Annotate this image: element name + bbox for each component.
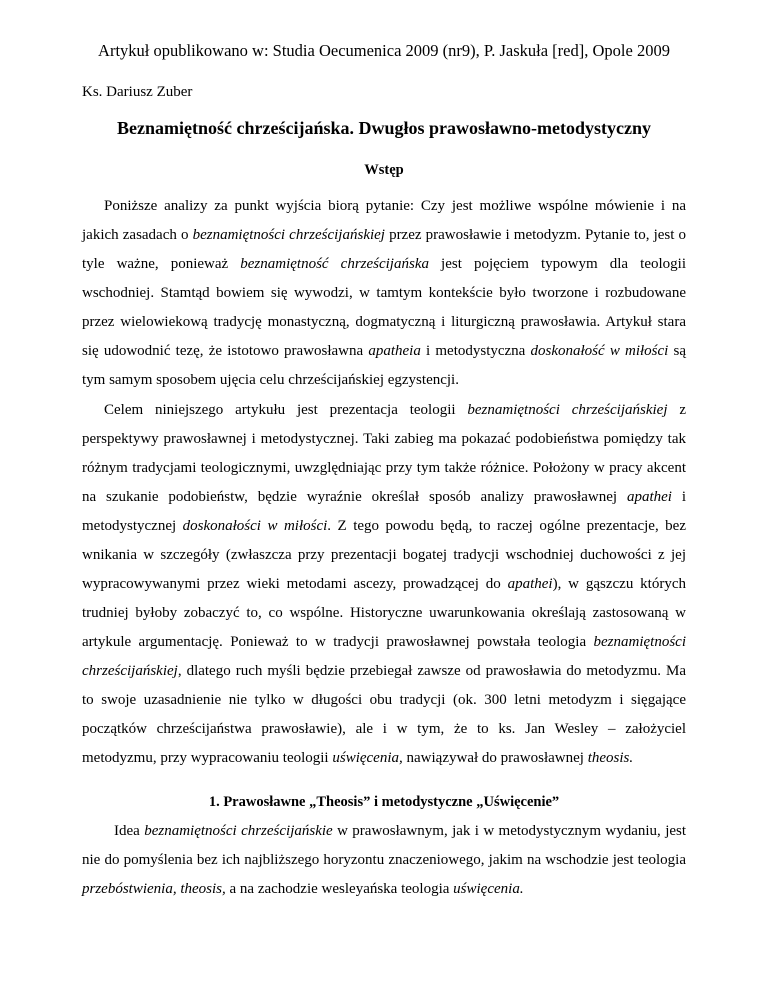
text-run: przez prawosławie i metodyzm. Pytanie to, jest o tyle ważne, ponieważ bbox=[82, 227, 686, 272]
text-run: jest pojęciem typowym dla teologii wschodniej. Stamtąd bowiem się wywodzi, w tamtym kontekście było tworzone i rozbudowane przez wielowiekową tradycję monastyczną, dogmatyczną i liturgiczną prawosławia. Artykuł stara się udowodnić tezę, że istotowo prawosławna bbox=[82, 256, 686, 359]
italic-term: beznamiętności chrześcijańskiej bbox=[192, 227, 385, 243]
italic-term: uświęcenia, bbox=[332, 750, 403, 766]
italic-term: apathei bbox=[507, 576, 553, 592]
italic-term: uświęcenia. bbox=[453, 881, 524, 897]
text-run: z perspektywy prawosławnej i metodystycznej. Taki zabieg ma pokazać podobieństwa pomiędzy tak różnym tradycjami teologicznymi, uwzględniając przy tym także różnice. Położony w pracy akcent na szukanie podobieństw, będzie wyraźnie określał sposób analizy prawosławnej bbox=[82, 402, 686, 505]
text-run: są tym samym sposobem ujęcia celu chrześcijańskiej egzystencji. bbox=[82, 343, 687, 388]
text-run: w prawosławnym, jak i w metodystycznym wydaniu, jest nie do pomyślenia bez ich najbliższego horyzontu znaczeniowego, jakim na wschodzie jest teologia bbox=[82, 823, 687, 868]
text-run: Celem niniejszego artykułu jest prezentacja teologii bbox=[104, 402, 468, 418]
italic-term: doskonałość w miłości bbox=[530, 343, 669, 359]
author-name: Ks. Dariusz Zuber bbox=[82, 84, 193, 100]
paragraph-introduction-1 bbox=[82, 192, 686, 395]
paragraph-introduction-2 bbox=[82, 396, 686, 773]
text-run: i metodystycznej bbox=[82, 489, 686, 534]
italic-term: beznamiętność chrześcijańska bbox=[240, 256, 429, 272]
text-run: nawiązywał do prawosławnej bbox=[402, 750, 588, 766]
section-heading-introduction: Wstęp bbox=[364, 162, 404, 178]
publication-note: Artykuł opublikowano w: Studia Oecumenica 2009 (nr9), P. Jaskuła [red], Opole 2009 bbox=[98, 41, 670, 60]
italic-term: beznamiętności chrześcijańskiej bbox=[467, 402, 668, 418]
italic-term: apatheia bbox=[368, 343, 421, 359]
italic-term: doskonałości w miłości bbox=[182, 518, 328, 534]
text-run: Idea bbox=[114, 823, 145, 839]
italic-term: beznamiętności chrześcijańskie bbox=[144, 823, 333, 839]
italic-term: apathei bbox=[626, 489, 672, 505]
italic-term: theosis. bbox=[587, 750, 634, 766]
text-run: i metodystyczna bbox=[420, 343, 531, 359]
text-run: . Z tego powodu będą, to raczej ogólne prezentacje, bez wnikania w szczegóły (zwłaszcza przy prezentacji bogatej tradycji wschodniej duchowości z jej wypracowywanymi przez wieki metodami ascezy, prowadzącej do bbox=[82, 518, 687, 592]
italic-term: przebóstwienia, theosis, bbox=[82, 881, 226, 897]
text-run: ), w gąszczu których trudniej byłoby zobaczyć to, co wspólne. Historyczne uwarunkowania określają zastosowaną w artykule argumentację. Ponieważ to w tradycji prawosławnej powstała teologia bbox=[82, 576, 686, 650]
section-heading-1: 1. Prawosławne „Theosis” i metodystyczne „Uświęcenie” bbox=[208, 794, 560, 810]
text-run: Poniższe analizy za punkt wyjścia biorą pytanie: Czy jest możliwe wspólne mówienie i na jakich zasadach o bbox=[82, 198, 686, 243]
paragraph-section-1 bbox=[82, 817, 686, 904]
italic-term: beznamiętności chrześcijańskiej bbox=[82, 634, 686, 679]
article-title: Beznamiętność chrześcijańska. Dwugłos prawosławno-metodystyczny bbox=[117, 118, 651, 138]
text-run: , dlatego ruch myśli będzie przebiegał zawsze od prawosławia do metodyzmu. Ma to swoje uzasadnienie nie tylko w długości obu tradycji (ok. 300 letni metodyzm i sięgające początków chrześcijaństwa prawosławie), ale i w tym, że to ks. Jan Wesley – założyciel metodyzmu, przy wypracowaniu teologii bbox=[82, 663, 686, 766]
text-run: a na zachodzie wesleyańska teologia bbox=[225, 881, 454, 897]
